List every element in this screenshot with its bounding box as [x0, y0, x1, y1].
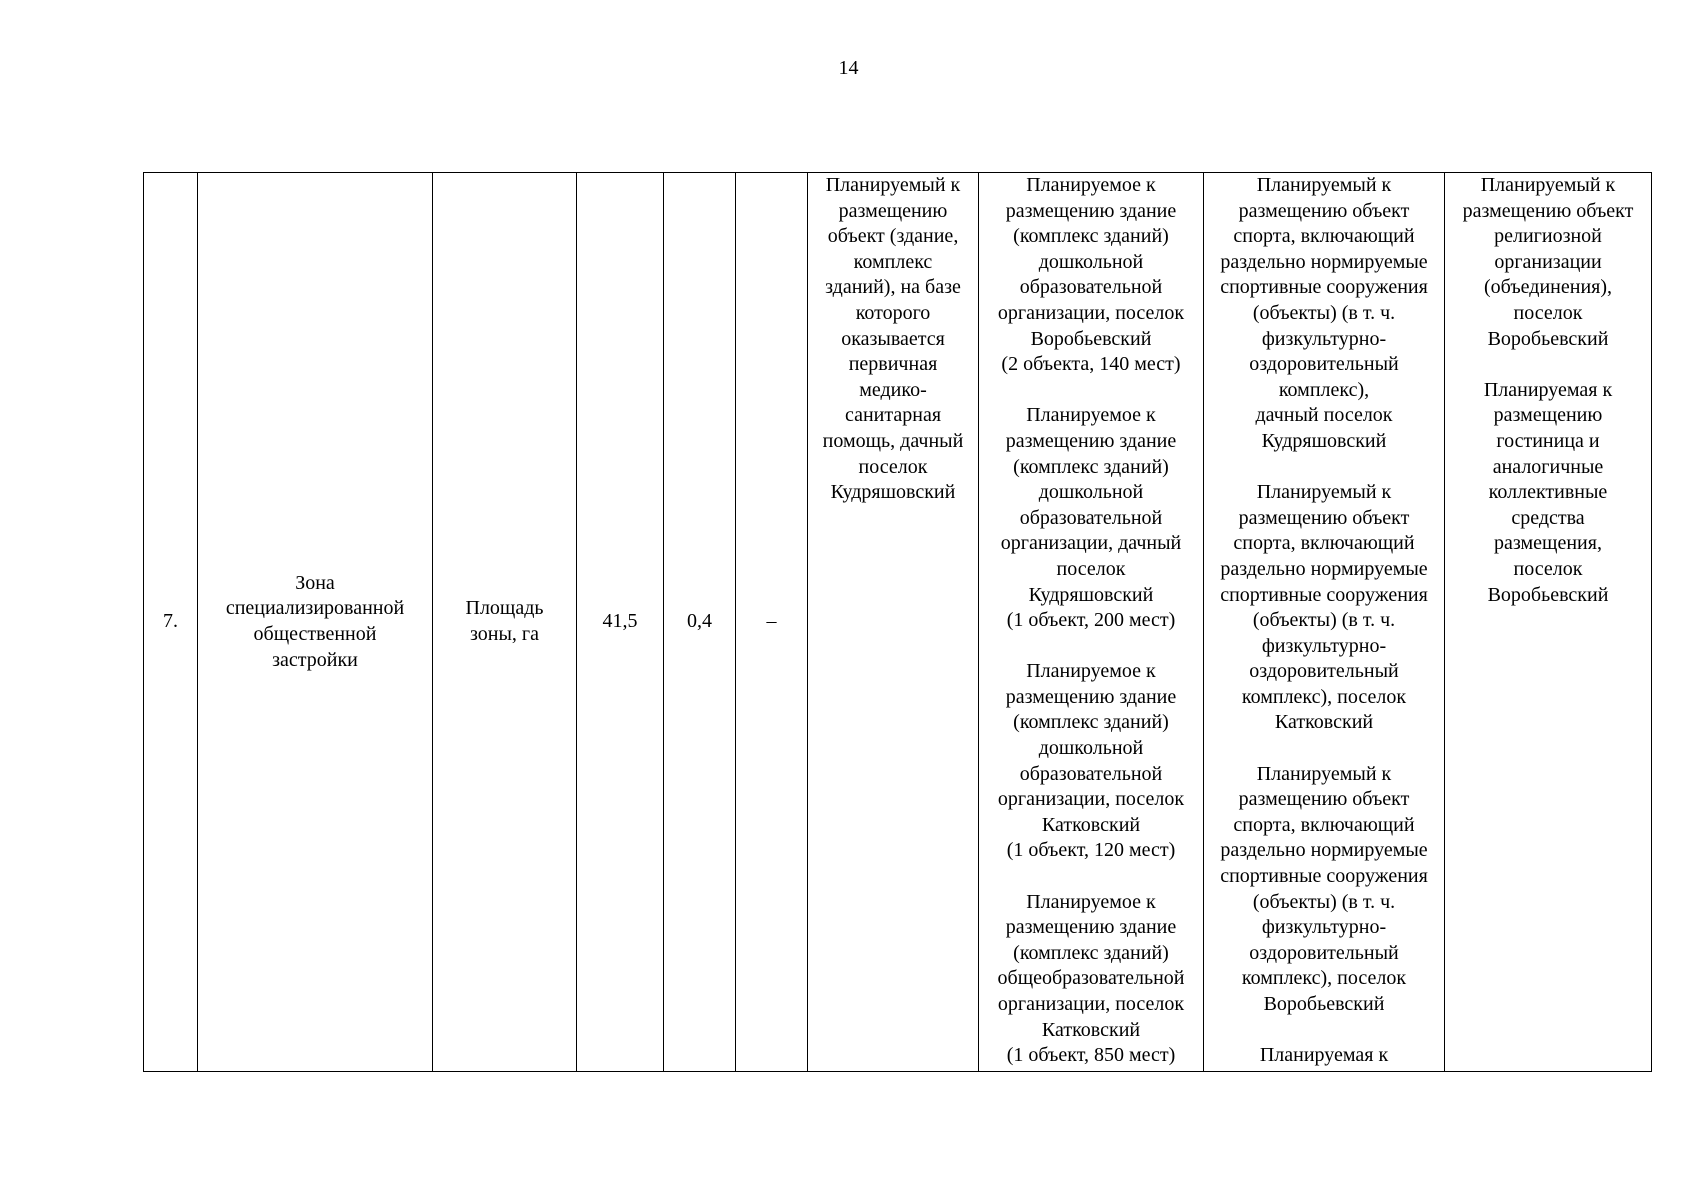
- health-object-entry: Планируемый к размещению объект (здание, комплекс зданий), на базе которого оказывается первичная медико- санитарная помощь, дачный поселок Кудряшовский: [822, 174, 964, 504]
- table-row: [144, 173, 1652, 1072]
- row-number-cell: [144, 173, 198, 1072]
- education-object-entry: Планируемое к размещению здание (комплекс зданий) дошкольной образовательной организации, поселок Воробьевский (2 объекта, 140 мест): [997, 174, 1185, 376]
- sport-objects-cell: [1204, 173, 1445, 1072]
- value-3: –: [766, 610, 777, 633]
- value-1-cell: [577, 173, 664, 1072]
- sport-object-entry: Планируемая к: [1259, 1044, 1389, 1067]
- other-object-entry: Планируемый к размещению объект религиозной организации (объединения), поселок Воробьевский: [1462, 174, 1634, 350]
- zone-name-cell: [198, 173, 433, 1072]
- education-object-entry: Планируемое к размещению здание (комплекс зданий) дошкольной образовательной организации, поселок Катковский (1 объект, 120 мест): [997, 660, 1185, 862]
- health-objects-cell: [808, 173, 979, 1072]
- indicator-label: Площадь зоны, га: [465, 597, 544, 645]
- sport-object-entry: Планируемый к размещению объект спорта, включающий раздельно нормируемые спортивные сооружения (объекты) (в т. ч. физкультурно- оздоровительный комплекс), дачный поселок Кудряшовский: [1220, 174, 1428, 452]
- value-2: 0,4: [687, 610, 712, 633]
- education-object-entry: Планируемое к размещению здание (комплекс зданий) общеобразовательной организации, поселок Катковский (1 объект, 850 мест): [997, 890, 1185, 1067]
- value-2-cell: [664, 173, 736, 1072]
- zones-table: [143, 172, 1652, 1072]
- page-number: 14: [838, 57, 859, 79]
- row-number: 7.: [163, 610, 178, 633]
- other-objects-cell: [1445, 173, 1652, 1072]
- education-object-entry: Планируемое к размещению здание (комплекс зданий) дошкольной образовательной организации, дачный поселок Кудряшовский (1 объект, 200 мест): [1000, 404, 1182, 632]
- education-objects-cell: [979, 173, 1204, 1072]
- zone-name: Зона специализированной общественной застройки: [225, 571, 405, 671]
- other-object-entry: Планируемая к размещению гостиница и аналогичные коллективные средства размещения, поселок Воробьевский: [1483, 378, 1613, 606]
- indicator-cell: [433, 173, 577, 1072]
- sport-object-entry: Планируемый к размещению объект спорта, включающий раздельно нормируемые спортивные сооружения (объекты) (в т. ч. физкультурно- оздоровительный комплекс), поселок Воробьевский: [1220, 762, 1428, 1015]
- sport-object-entry: Планируемый к размещению объект спорта, включающий раздельно нормируемые спортивные сооружения (объекты) (в т. ч. физкультурно- оздоровительный комплекс), поселок Катковский: [1220, 481, 1428, 734]
- value-1: 41,5: [602, 610, 638, 633]
- value-3-cell: [736, 173, 808, 1072]
